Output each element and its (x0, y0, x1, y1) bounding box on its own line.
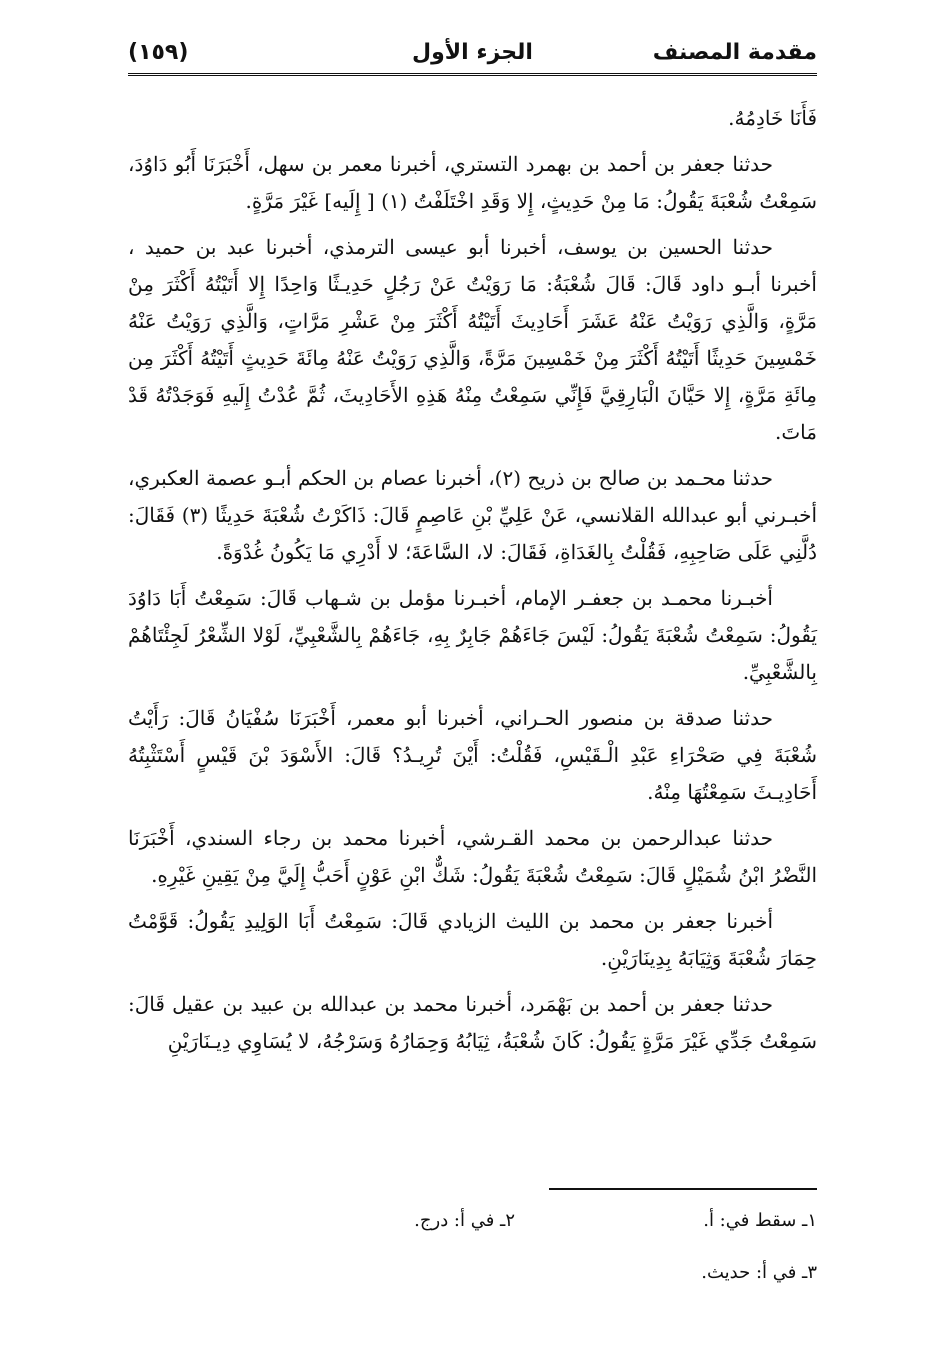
paragraph: حدثنا الحسين بن يوسف، أخبرنا أبو عيسى الترمذي، أخبرنا عبد بن حميد ، أخبرنا أبـو داود قَالَ: قَالَ شُعْبَةُ: مَا رَوَيْتُ عَنْ رَجُلٍ حَدِيـثًا وَاحِدًا إِلا أَتَيْتُهُ أَكْثَرَ مِنْ مَرَّةٍ، وَالَّذِي رَوَيْتُ عَنْهُ عَشَرَ أَحَادِيثَ أَتَيْتُهُ أَكْثَرَ مِنْ عَشْرِ مَرَّاتٍ، وَالَّذِي رَوَيْتُ عَنْهُ خَمْسِينَ حَدِيثًا أَتَيْتُهُ أَكْثَرَ مِنْ خَمْسِينَ مَرَّةً، وَالَّذِي رَوَيْتُ عَنْهُ مِائَةَ حَدِيثٍ أَتَيْتُهُ أَكْثَرَ مِن مِائَةِ مَرَّةٍ، إِلا حَيَّانَ الْبَارِقِيَّ فَإِنِّي سَمِعْتُ مِنْهُ هَذِهِ الأَحَادِيثَ، ثُمَّ عُدْتُ إِلَيهِ فَوَجَدْتُهُ قَدْ مَاتَ. (128, 235, 817, 444)
footnote-3: ٣ـ في أ: حديث. (701, 1262, 817, 1283)
page-header (128, 36, 817, 76)
paragraph: أخبـرنا محمـد بن جعفـر الإمام، أخبـرنا مؤمل بن شـهاب قَالَ: سَمِعْتُ أَبَا دَاوُدَ يَقُولُ: سَمِعْتُ شُعْبَةَ يَقُولُ: لَيْسَ جَاءَهُمْ جَابِرٌ بِهِ، جَاءَهُمْ بِالشَّعْبِيِّ، لَوْلا الشِّعْرُ لَجِئْتَاهُمْ بِالشَّعْبِيِّ. (128, 586, 817, 684)
footnote-1: ١ـ سقط في: أ. (703, 1210, 817, 1231)
part-title: الجزء الأول (412, 40, 533, 65)
page-body (128, 100, 817, 1069)
paragraph: حدثنا صدقة بن منصور الحـراني، أخبرنا أبو معمر، أَخْبَرَنَا سُفْيَانُ قَالَ: رَأَيْتُ شُعْبَةَ فِي صَحْرَاءِ عَبْدِ الْـقَيْسِ، فَقُلْتُ: أَيْنَ تُرِيـدُ؟ قَالَ: الأَسْوَدَ بْنَ قَيْسٍ أَسْتَثْبِتُهُ أَحَادِيـثَ سَمِعْتُهَا مِنْهُ. (128, 706, 817, 804)
footnote-2: ٢ـ في أ: درج. (414, 1210, 515, 1231)
paragraph: حدثنا عبدالرحمن بن محمد القـرشي، أخبرنا محمد بن رجاء السندي، أَخْبَرَنَا النَّضْرُ ابْنُ شُمَيْلٍ قَالَ: سَمِعْتُ شُعْبَةَ يَقُولُ: شَكٌّ ابْنِ عَوْنٍ أَحَبُّ إِلَيَّ مِنْ يَقِينِ غَيْرِهِ. (128, 826, 817, 887)
paragraph: حدثنا جعفر بن أحمد بن بهمرد التستري، أخبرنا معمر بن سهل، أَخْبَرَنَا أَبُو دَاوُدَ، سَمِعْتُ شُعْبَةَ يَقُولُ: مَا مِنْ حَدِيثٍ، إِلا وَقَدِ اخْتَلَفْتُ (١) [ إِلَيه] غَيْرَ مَرَّةٍ. (128, 152, 817, 213)
footnote-rule (549, 1188, 817, 1190)
section-title: مقدمة المصنف (652, 40, 817, 65)
paragraph: حدثنا جعفر بن أحمد بن بَهْمَرد، أخبرنا محمد بن عبدالله بن عبيد بن عقيل قَالَ: سَمِعْتُ جَدِّي غَيْرَ مَرَّةٍ يَقُولُ: كَانَ شُعْبَةُ، ثِيَابُهُ وَحِمَارُهُ وَسَرْجُهُ، لا يُسَاوِي دِيـنَارَيْنِ (128, 992, 817, 1053)
page-number: (١٥٩) (128, 40, 189, 65)
paragraph: أخبرنا جعفر بن محمد بن الليث الزيادي قَالَ: سَمِعْتُ أَبَا الوَلِيدِ يَقُولُ: قَوَّمْتُ حِمَارَ شُعْبَةَ وَثِيَابَهُ بِدِينَارَيْنِ. (128, 909, 817, 970)
header-rule (128, 73, 817, 76)
paragraph: حدثنا محـمد بن صالح بن ذريح (٢)، أخبرنا عصام بن الحكم أبـو عصمة العكبري، أخبـرني أبو عبدالله القلانسي، عَنْ عَلِيِّ بْنِ عَاصِمٍ قَالَ: ذَاكَرْتُ شُعْبَةَ حَدِيثًا (٣) فَقَالَ: دُلَّنِي عَلَى صَاحِبِهِ، فَقُلْتُ بِالغَدَاةِ، فَقَالَ: لا، السَّاعَةَ؛ لا أَدْرِي مَا يَكُونُ غُدْوَةً. (128, 466, 817, 564)
paragraph: فَأَنَا خَادِمُهُ. (728, 106, 817, 130)
